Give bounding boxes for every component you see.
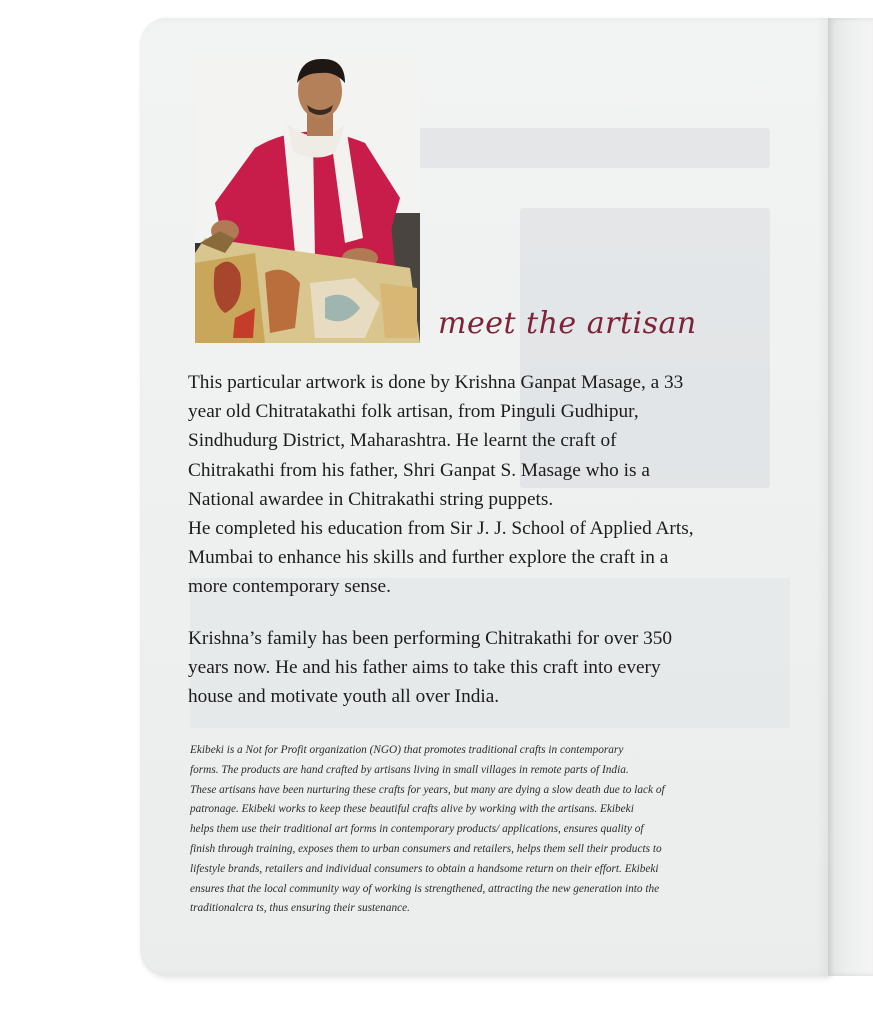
- text-line: more contemporary sense.: [188, 576, 391, 598]
- booklet-spine: [828, 18, 873, 976]
- booklet-page: [140, 18, 830, 976]
- note-line: patronage. Ekibeki works to keep these beautiful crafts alive by working with the artisans. Ekibeki: [190, 803, 634, 816]
- ngo-about-note: [190, 741, 810, 919]
- note-line: ensures that the local community way of working is strengthened, attracting the new generation into the: [190, 882, 660, 895]
- text-line: year old Chitratakathi folk artisan, from Pinguli Gudhipur,: [188, 401, 639, 423]
- note-line: traditionalcra ts, thus ensuring their sustenance.: [190, 902, 410, 915]
- note-line: These artisans have been nurturing these crafts for years, but many are dying a slow death due to lack of: [190, 783, 665, 796]
- text-line: Mumbai to enhance his skills and further explore the craft in a: [188, 547, 669, 569]
- section-heading: meet the artisan: [438, 306, 697, 341]
- note-line: helps them use their traditional art forms in contemporary products/ applications, ensures quality of: [190, 823, 644, 836]
- text-line: He completed his education from Sir J. J. School of Applied Arts,: [188, 518, 694, 540]
- text-line: years now. He and his father aims to take this craft into every: [188, 656, 661, 678]
- artisan-photo: [195, 53, 420, 343]
- note-line: finish through training, exposes them to urban consumers and retailers, helps them sell their products to: [190, 842, 662, 855]
- note-line: lifestyle brands, retailers and individual consumers to obtain a handsome return on their effort. Ekibeki: [190, 862, 659, 875]
- text-line: house and motivate youth all over India.: [188, 686, 500, 708]
- text-line: National awardee in Chitrakathi string puppets.: [188, 488, 554, 510]
- text-line: Chitrakathi from his father, Shri Ganpat S. Masage who is a: [188, 459, 650, 481]
- note-line: forms. The products are hand crafted by artisans living in small villages in remote parts of India.: [190, 763, 629, 776]
- text-line: Sindhudurg District, Maharashtra. He learnt the craft of: [188, 430, 617, 452]
- artisan-description: [188, 368, 824, 711]
- text-line: This particular artwork is done by Krishna Ganpat Masage, a 33: [188, 372, 684, 393]
- note-line: Ekibeki is a Not for Profit organization (NGO) that promotes traditional crafts in contemporary: [190, 744, 624, 756]
- text-line: Krishna’s family has been performing Chitrakathi for over 350: [188, 627, 673, 649]
